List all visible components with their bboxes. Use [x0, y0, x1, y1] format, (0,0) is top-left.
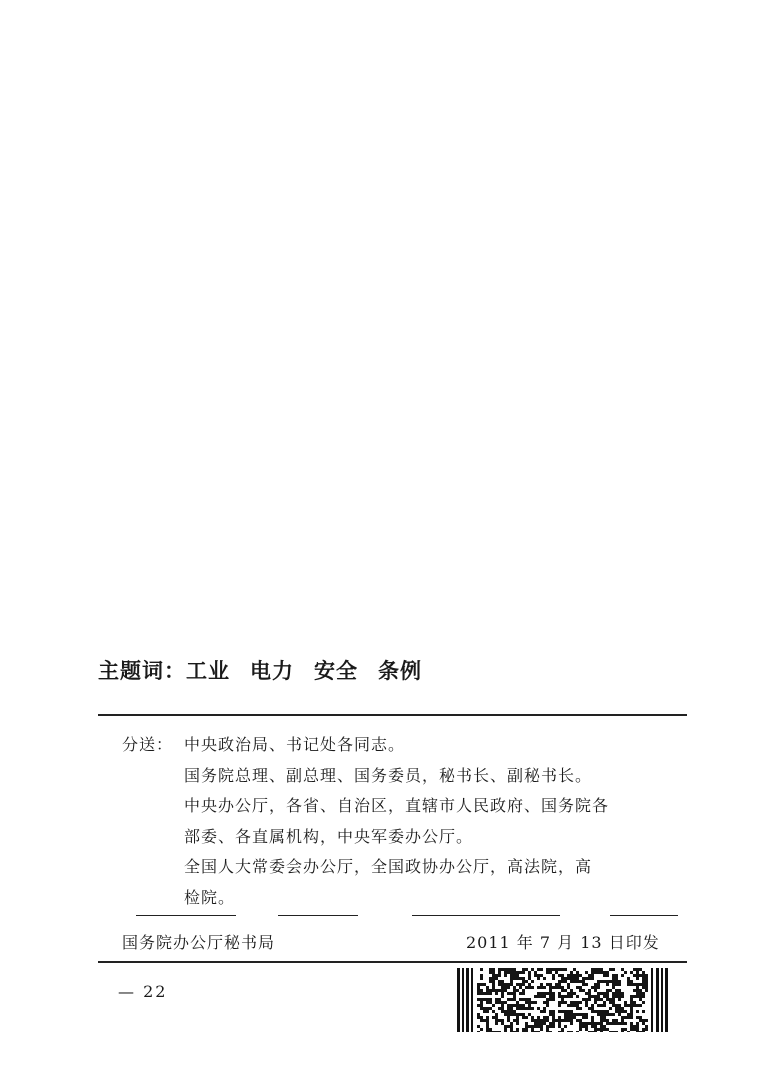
divider-segment [412, 915, 560, 916]
distribution-line: 检院。 [184, 887, 236, 907]
subject-label: 主题词： [98, 659, 186, 683]
barcode-image [457, 968, 668, 1032]
divider-segment [136, 915, 236, 916]
distribution-line: 部委、各直属机构，中央军委办公厅。 [184, 826, 474, 846]
divider-segment [278, 915, 358, 916]
distribution-line: 国务院总理、副总理、国务委员，秘书长、副秘书长。 [184, 765, 593, 785]
distribution-block [122, 730, 682, 913]
divider-top [98, 714, 687, 716]
subject-term: 电力 [250, 659, 294, 683]
subject-term: 工业 [186, 659, 230, 683]
subject-term: 条例 [378, 659, 422, 683]
issue-date: 2011 年 7 月 13 日印发 [466, 933, 660, 952]
issuer-name: 国务院办公厅秘书局 [122, 933, 276, 952]
distribution-line: 中央政治局、书记处各同志。 [184, 735, 406, 754]
barcode-graphic [457, 968, 668, 1032]
page-number: — 22 [118, 982, 168, 1001]
distribution-label: 分送： [122, 735, 174, 754]
subject-terms-line [98, 655, 442, 685]
divider-segment [610, 915, 678, 916]
divider-bottom [98, 961, 687, 963]
distribution-lines [184, 730, 682, 761]
distribution-line: 全国人大常委会办公厅，全国政协办公厅，高法院，高 [184, 857, 593, 876]
subject-term: 安全 [314, 659, 358, 683]
distribution-line: 中央办公厅，各省、自治区，直辖市人民政府、国务院各 [184, 796, 610, 815]
